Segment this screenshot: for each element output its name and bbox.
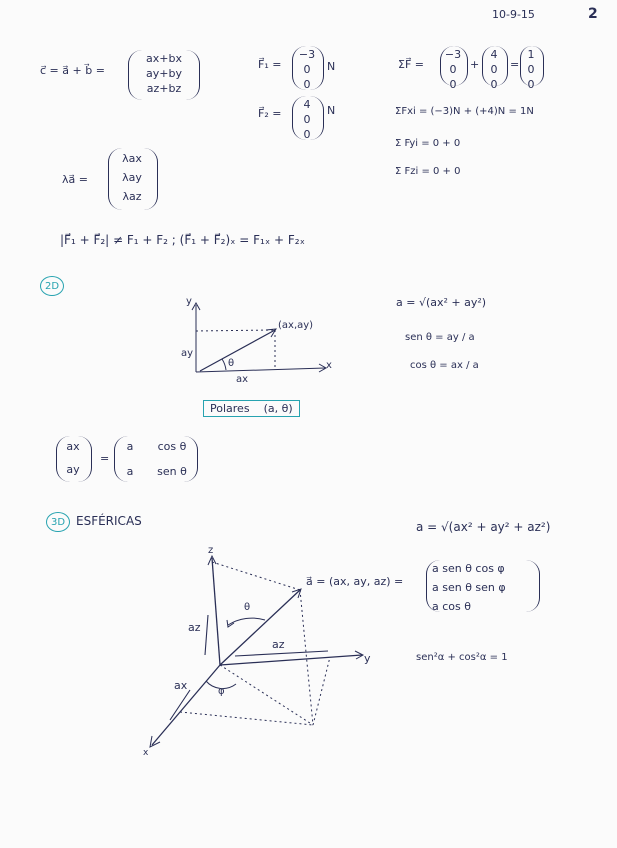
- sumF-a-x: −3: [444, 48, 462, 61]
- polar-matrix-equals: =: [100, 452, 110, 465]
- sumF-plus: +: [470, 58, 480, 71]
- sum-fx: ΣFxi = (−3)N + (+4)N = 1N: [395, 106, 534, 117]
- vector-sum-lhs: c⃗ = a⃗ + b⃗ =: [40, 64, 105, 77]
- spherical-vector-eq: a⃗ = (ax, ay, az) =: [306, 575, 404, 588]
- spherical-column: [432, 562, 532, 613]
- spherical-z-axis: [212, 558, 220, 665]
- spherical-y-comp: a sen θ sen φ: [432, 581, 506, 594]
- polar-axis-y-label: y: [186, 296, 192, 307]
- polar-ay-label: ay: [181, 348, 194, 359]
- polar-eq-a: a = √(ax² + ay²): [396, 296, 487, 309]
- magnitude-inequality: |F⃗₁ + F⃗₂| ≠ F₁ + F₂ ; (F⃗₁ + F⃗₂)ₓ = F₁ₓ + F₂ₓ: [60, 233, 305, 247]
- sum-x: ax+bx: [146, 52, 182, 65]
- polar-lhs-x: ax: [66, 440, 80, 453]
- spherical-y-axis: [220, 655, 362, 665]
- f1-y: 0: [303, 63, 311, 76]
- spherical-ay-mark: [235, 651, 328, 656]
- spherical-theta-arc: [228, 618, 265, 625]
- sumF-a-z: 0: [449, 78, 457, 91]
- spherical-dashed-xcomp: [180, 712, 313, 725]
- sumF-label: ΣF⃗ =: [398, 58, 424, 71]
- f1-unit: N: [327, 60, 336, 73]
- sum-z: az+bz: [146, 82, 182, 95]
- scalar-x: λax: [122, 152, 142, 165]
- spherical-dashed-ycomp: [313, 657, 330, 725]
- polar-eq-sen: sen θ = ay / a: [405, 332, 475, 343]
- polar-rhs-sen: sen θ: [157, 465, 187, 478]
- spherical-az-label: az: [188, 621, 201, 634]
- trig-identity: sen²α + cos²α = 1: [416, 652, 508, 663]
- spherical-ax-label: ax: [174, 679, 188, 692]
- badge-2d: 2D: [40, 276, 64, 296]
- sum-y: ay+by: [146, 67, 182, 80]
- sumF-r-y: 0: [527, 63, 535, 76]
- page-number: 2: [588, 6, 598, 22]
- polares-label: Polares: [210, 402, 250, 415]
- spherical-ay-label: az: [272, 638, 285, 651]
- polar-rhs-a2: a: [126, 465, 134, 478]
- spherical-x-label: x: [143, 748, 149, 758]
- f1-z: 0: [303, 78, 311, 91]
- polar-rhs-cos: cos θ: [157, 440, 187, 453]
- spherical-x-axis: [152, 665, 220, 745]
- f1-label: F⃗₁ =: [258, 58, 282, 71]
- polar-ax-label: ax: [236, 374, 249, 385]
- page-date: 10-9-15: [492, 8, 535, 21]
- spherical-dashed-vertical: [300, 590, 313, 725]
- spherical-dashed-proj: [220, 665, 313, 725]
- polar-point-label: (ax,ay): [278, 320, 314, 331]
- spherical-y-label: y: [364, 652, 371, 665]
- sum-fz: Σ Fzi = 0 + 0: [395, 166, 461, 177]
- spherical-z-label: z: [208, 545, 214, 556]
- sumF-equals: =: [510, 58, 520, 71]
- spherical-theta-label: θ: [244, 602, 251, 613]
- sum-fy: Σ Fyi = 0 + 0: [395, 138, 461, 149]
- sumF-b-x: 4: [490, 48, 498, 61]
- spherical-eq-a: a = √(ax² + ay² + az²): [416, 520, 551, 534]
- f2-x: 4: [303, 98, 311, 111]
- spherical-dashed-top: [212, 562, 300, 590]
- f2-unit: N: [327, 104, 336, 117]
- spherical-az-mark: [205, 615, 208, 655]
- polares-value: (a, θ): [263, 402, 293, 415]
- polar-eq-cos: cos θ = ax / a: [410, 360, 479, 371]
- f2-y: 0: [303, 113, 311, 126]
- spherical-x-comp: a sen θ cos φ: [432, 562, 505, 575]
- polar-theta-label: θ: [228, 358, 235, 369]
- spherical-vector: [220, 590, 300, 665]
- spherical-z-comp: a cos θ: [432, 600, 471, 613]
- scalar-y: λay: [122, 171, 142, 184]
- scalar-lhs: λa⃗ =: [62, 173, 88, 186]
- scalar-z: λaz: [122, 190, 142, 203]
- sumF-r-x: 1: [527, 48, 535, 61]
- f1-x: −3: [298, 48, 316, 61]
- badge-3d: 3D: [46, 512, 70, 532]
- sumF-b-z: 0: [490, 78, 498, 91]
- f2-z: 0: [303, 128, 311, 141]
- f2-label: F⃗₂ =: [258, 107, 282, 120]
- spherical-ax-mark: [170, 690, 190, 720]
- spherical-title: ESFÉRICAS: [76, 514, 142, 528]
- polar-lhs-y: ay: [66, 463, 80, 476]
- sumF-a-y: 0: [449, 63, 457, 76]
- sumF-r-z: 0: [527, 78, 535, 91]
- spherical-phi-label: φ: [218, 686, 225, 697]
- sumF-b-y: 0: [490, 63, 498, 76]
- polar-axis-x-label: x: [326, 360, 332, 371]
- polar-rhs-a1: a: [126, 440, 134, 453]
